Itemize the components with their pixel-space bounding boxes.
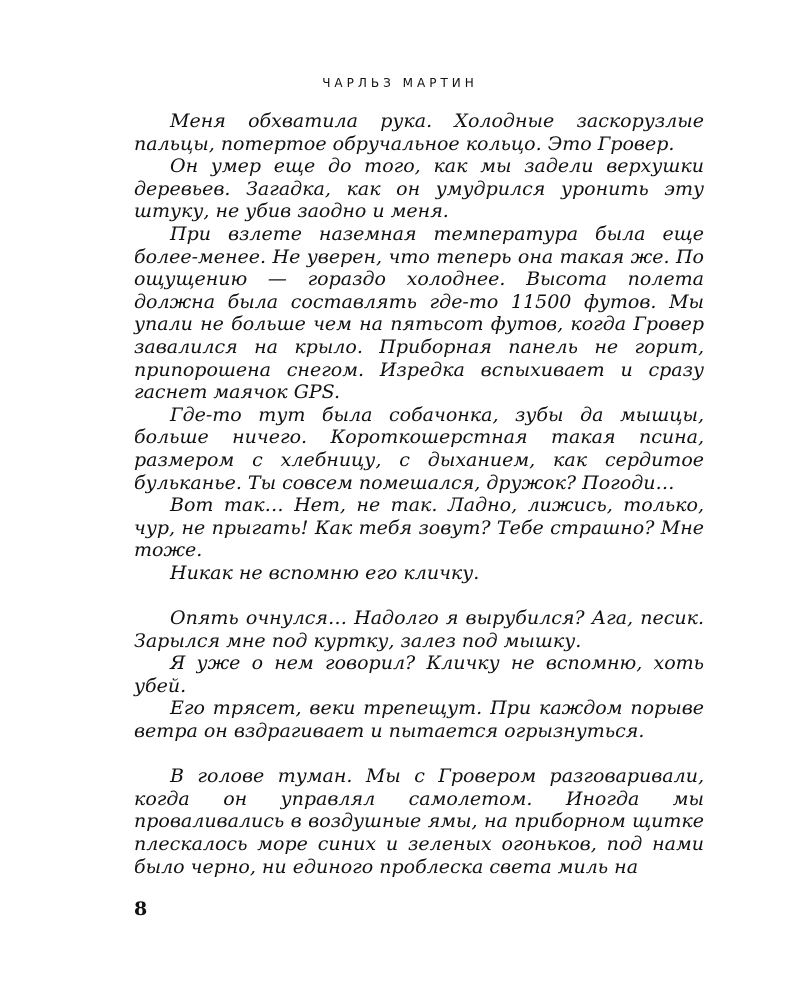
- paragraph: Меня обхватила рука. Холодные заскорузлые пальцы, потертое обручальное кольцо. Это Гровер.: [134, 110, 704, 155]
- section-break: [134, 743, 704, 766]
- paragraph: Он умер еще до того, как мы задели верхушки деревьев. Загадка, как он умудрился уронить эту штуку, не убив заодно и меня.: [134, 155, 704, 223]
- page-number: 8: [134, 898, 148, 920]
- paragraph: Я уже о нем говорил? Кличку не вспомню, хоть убей.: [134, 652, 704, 697]
- paragraph: Вот так… Нет, не так. Ладно, лижись, только, чур, не прыгать! Как тебя зовут? Тебе страшно? Мне тоже.: [134, 494, 704, 562]
- running-header-author: ЧАРЛЬЗ МАРТИН: [322, 76, 478, 90]
- section-break: [134, 584, 704, 607]
- text-body: [134, 110, 704, 878]
- paragraph: Где-то тут была собачонка, зубы да мышцы, больше ничего. Короткошерстная такая псина, размером с хлебницу, с дыханием, как сердитое бульканье. Ты совсем помешался, дружок? Погоди…: [134, 403, 704, 494]
- paragraph: В голове туман. Мы с Гровером разговаривали, когда он управлял самолетом. Иногда мы проваливались в воздушные ямы, на приборном щитке плескалось море синих и зеленых огоньков, под нами было черно, ни единого проблеска света миль на: [134, 765, 704, 878]
- paragraph: Никак не вспомню его кличку.: [170, 561, 480, 584]
- paragraph: При взлете наземная температура была еще более-менее. Не уверен, что теперь она такая же. По ощущению — гораздо холоднее. Высота полета должна была составлять где-то 11500 футов. Мы упали не больше чем на пятьсот футов, когда Гровер завалился на крыло. Приборная панель не горит, припорошена снегом. Изредка вспыхивает и сразу гаснет маячок GPS.: [134, 222, 704, 404]
- paragraph: Его трясет, веки трепещут. При каждом порыве ветра он вздрагивает и пытается огрызнуться.: [134, 697, 704, 743]
- paragraph: Опять очнулся… Надолго я вырубился? Ага, песик. Зарылся мне под куртку, залез под мышку.: [134, 607, 704, 652]
